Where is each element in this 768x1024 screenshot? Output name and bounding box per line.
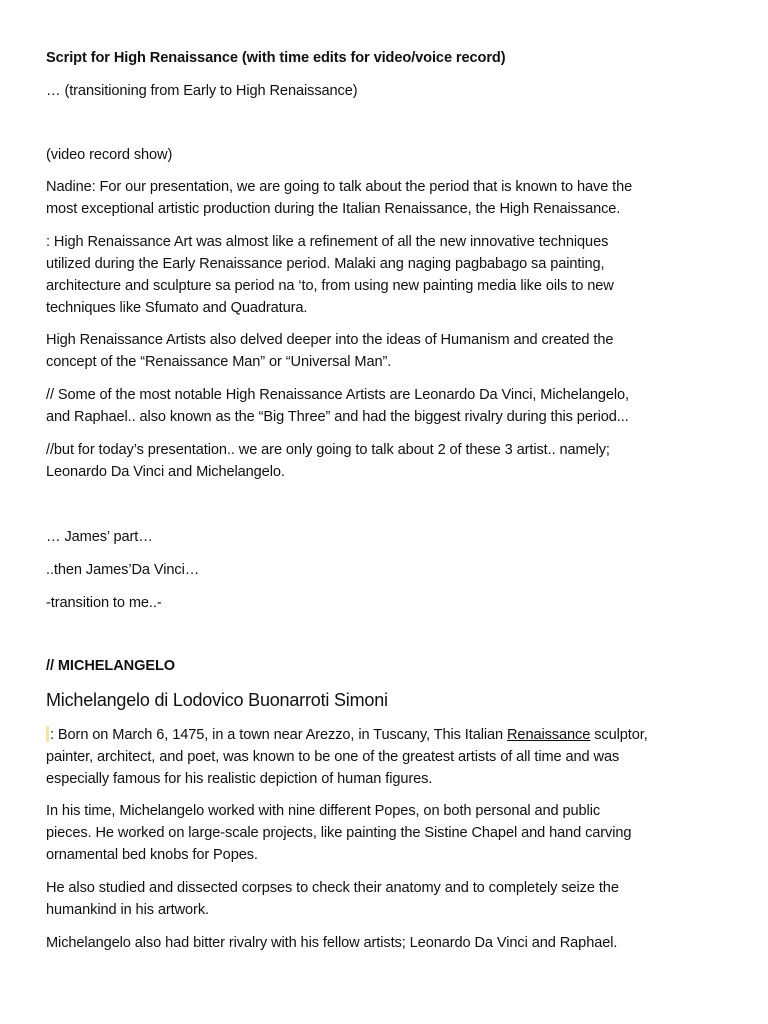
james-part-note: … James’ part… bbox=[46, 529, 153, 545]
bio-line: humankind in his artwork. bbox=[46, 902, 209, 918]
bio-line: pieces. He worked on large-scale projects, like painting the Sistine Chapel and hand carving bbox=[46, 825, 632, 841]
renaissance-link[interactable]: Renaissance bbox=[506, 727, 591, 743]
bio-line: ornamental bed knobs for Popes. bbox=[46, 847, 258, 863]
bio-line: In his time, Michelangelo worked with nine different Popes, on both personal and public bbox=[46, 803, 601, 819]
paragraph-line: utilized during the Early Renaissance period. Malaki ang naging pagbabago sa painting, bbox=[46, 256, 605, 272]
paragraph-line: : High Renaissance Art was almost like a refinement of all the new innovative techniques bbox=[46, 234, 609, 250]
document-title: Script for High Renaissance (with time edits for video/voice record) bbox=[46, 50, 506, 66]
paragraph-line: and Raphael.. also known as the “Big Three” and had the biggest rivalry during this period... bbox=[46, 409, 629, 425]
paragraph-line: Leonardo Da Vinci and Michelangelo. bbox=[46, 464, 285, 480]
text-cursor-mark bbox=[46, 726, 49, 742]
bio-line: painter, architect, and poet, was known to be one of the greatest artists of all time and was bbox=[46, 749, 620, 765]
paragraph-line: Nadine: For our presentation, we are going to talk about the period that is known to have the bbox=[46, 179, 633, 195]
james-davinci-note: ..then James’Da Vinci… bbox=[46, 562, 200, 578]
paragraph-line: concept of the “Renaissance Man” or “Universal Man”. bbox=[46, 354, 392, 370]
transition-to-me-note: -transition to me..- bbox=[46, 595, 162, 611]
bio-line: He also studied and dissected corpses to check their anatomy and to completely seize the bbox=[46, 880, 619, 896]
transition-note: … (transitioning from Early to High Renaissance) bbox=[46, 83, 358, 99]
bio-text: sculptor, bbox=[590, 727, 648, 743]
bio-text: : Born on March 6, 1475, in a town near Arezzo, in Tuscany, This Italian bbox=[50, 727, 507, 743]
paragraph-line: architecture and sculpture sa period na ‘to, from using new painting media like oils to new bbox=[46, 278, 614, 294]
paragraph-line: //but for today’s presentation.. we are only going to talk about 2 of these 3 artist.. namely; bbox=[46, 442, 610, 458]
bio-line: Michelangelo also had bitter rivalry with his fellow artists; Leonardo Da Vinci and Raphael. bbox=[46, 935, 618, 951]
video-record-note: (video record show) bbox=[46, 147, 173, 163]
paragraph-line: techniques like Sfumato and Quadratura. bbox=[46, 300, 308, 316]
paragraph-line: High Renaissance Artists also delved deeper into the ideas of Humanism and created the bbox=[46, 332, 614, 348]
section-label: // MICHELANGELO bbox=[46, 658, 176, 674]
bio-line: especially famous for his realistic depiction of human figures. bbox=[46, 771, 433, 787]
paragraph-line: // Some of the most notable High Renaissance Artists are Leonardo Da Vinci, Michelangelo, bbox=[46, 387, 630, 403]
section-heading: Michelangelo di Lodovico Buonarroti Simoni bbox=[46, 690, 388, 710]
paragraph-line: most exceptional artistic production during the Italian Renaissance, the High Renaissance. bbox=[46, 201, 621, 217]
bio-line bbox=[46, 724, 736, 746]
